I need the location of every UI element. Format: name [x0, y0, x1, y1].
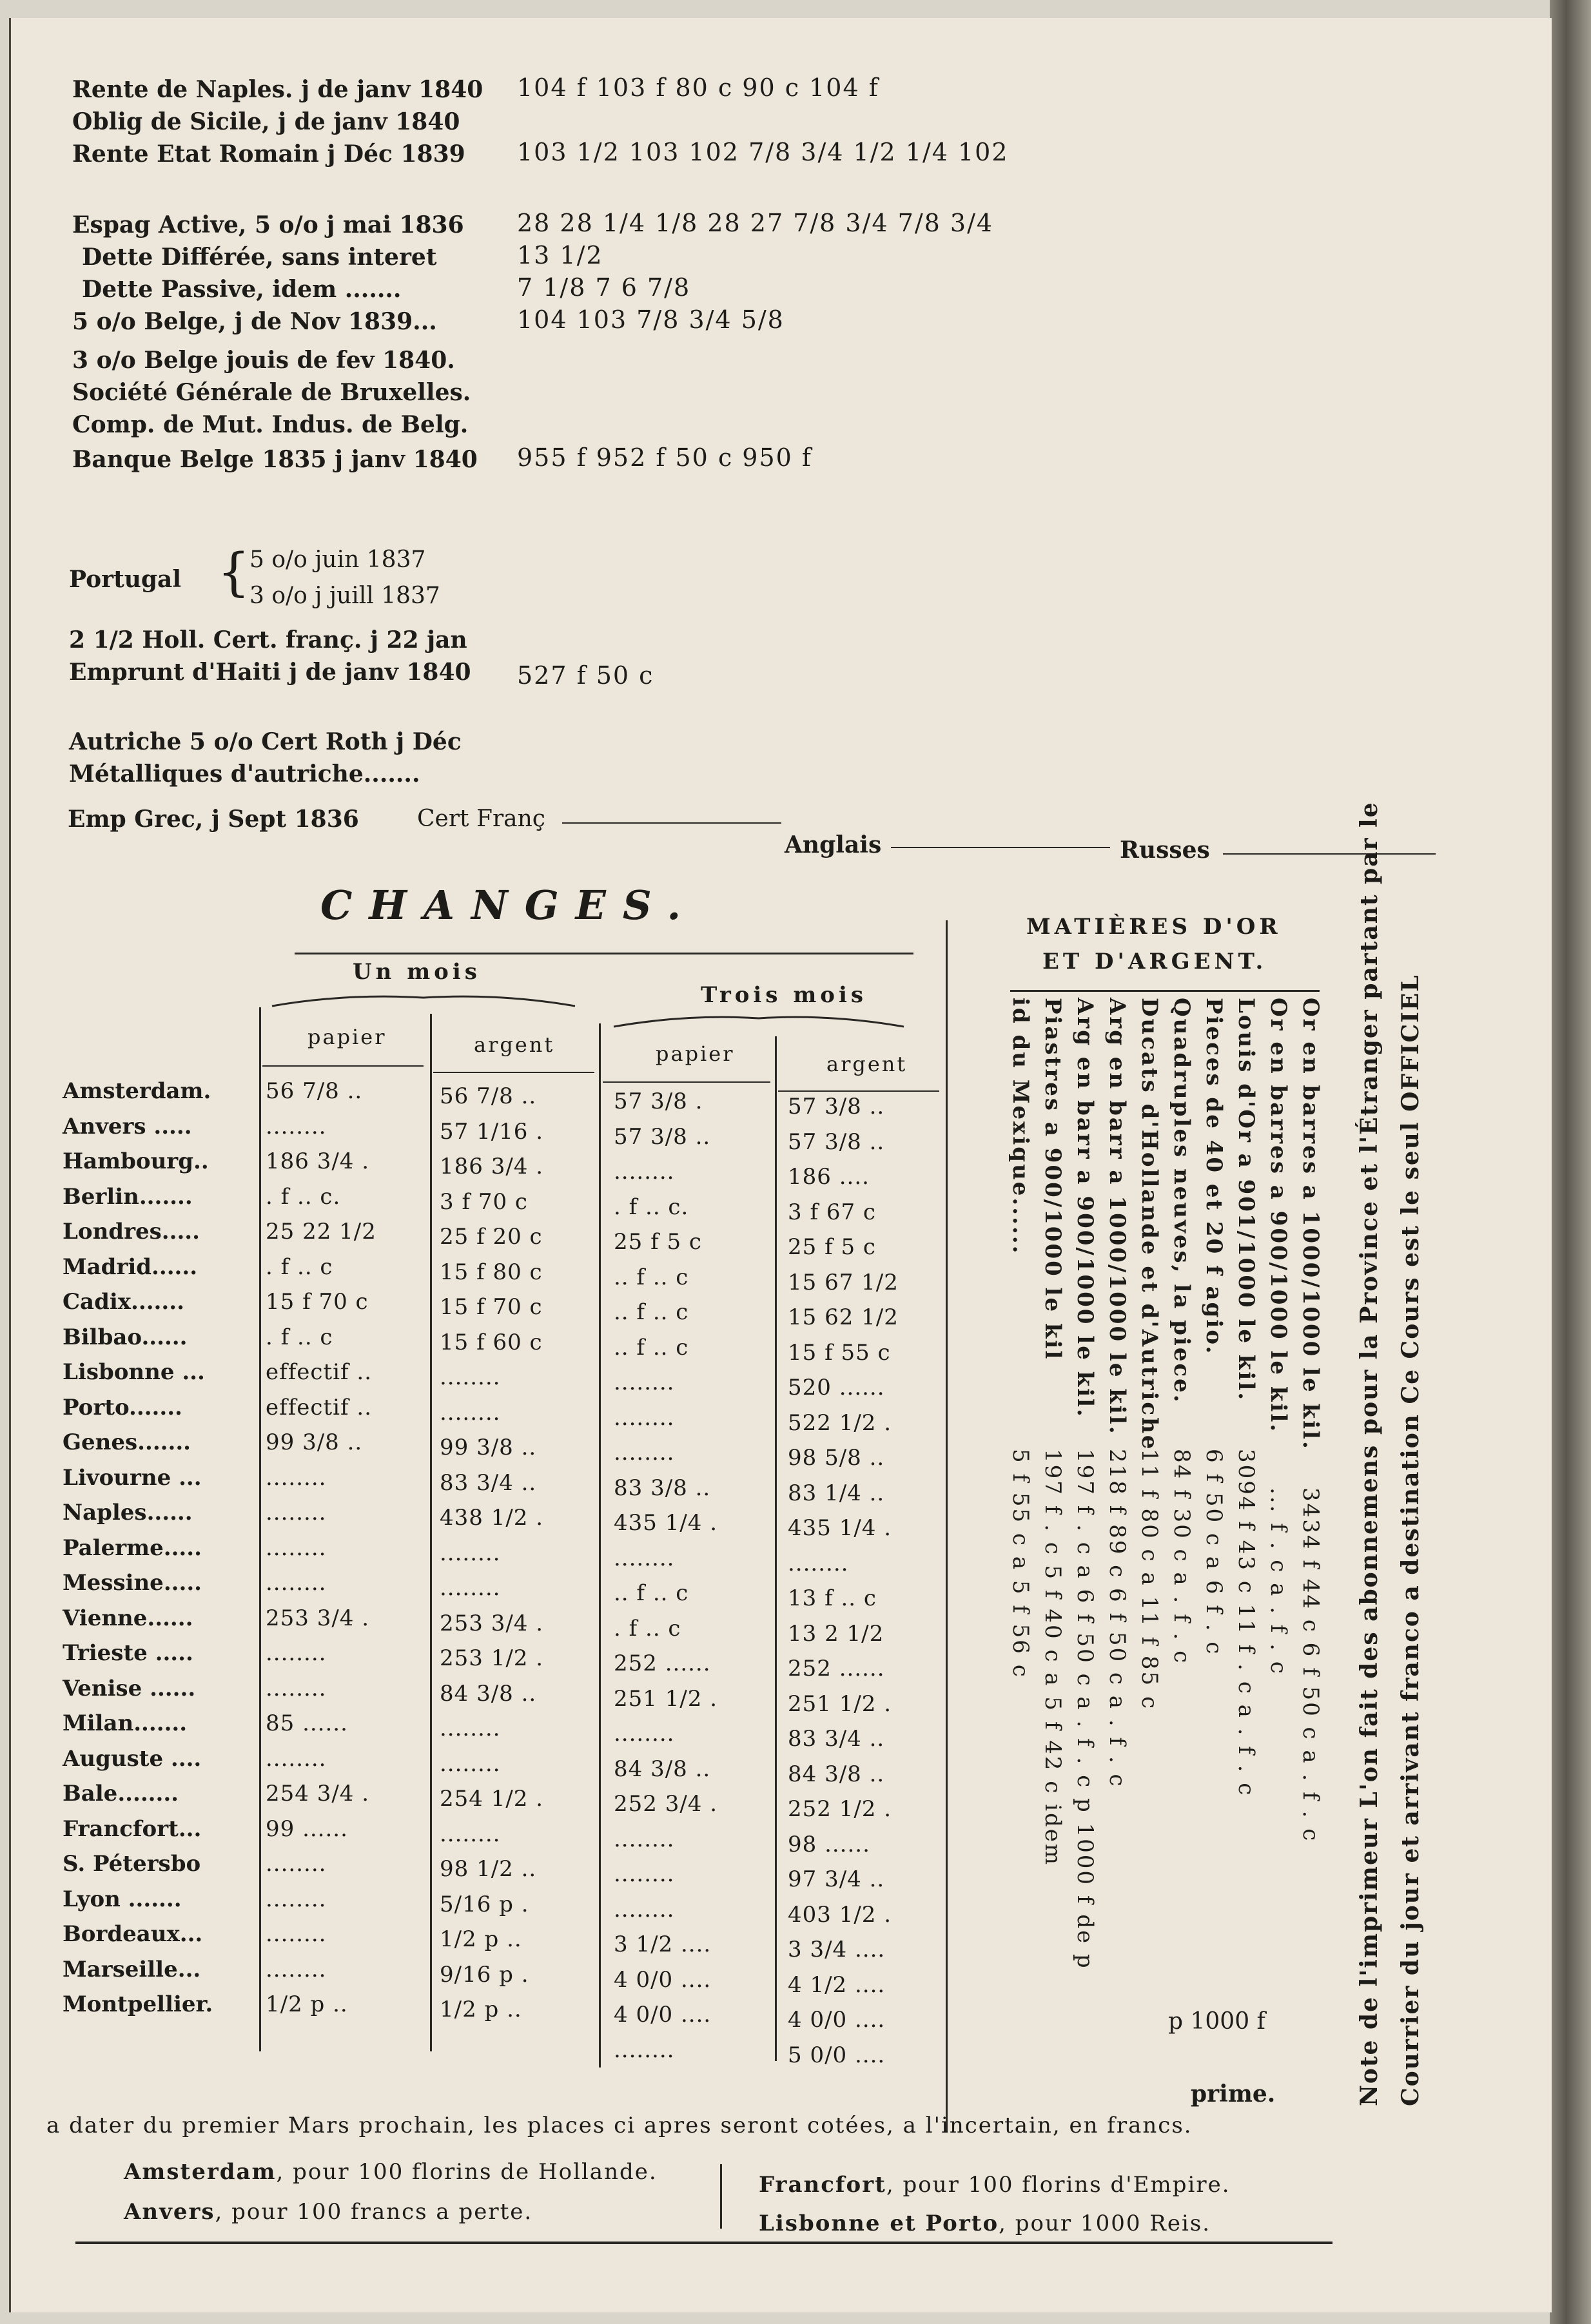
exchange-rate-cell: 5/16 p . — [440, 1891, 529, 1917]
exchange-city: Berlin....... — [63, 1183, 193, 1210]
security-label: 3 o/o Belge jouis de fev 1840. — [72, 347, 455, 374]
footer-lisbonne — [759, 2211, 1211, 2236]
exchange-rate-cell: 253 3/4 . — [440, 1610, 544, 1636]
exchange-rate-cell: 4 0/0 .... — [614, 1966, 712, 1993]
exchange-city: Londres..... — [63, 1219, 200, 1244]
footer-anvers — [124, 2199, 532, 2225]
metal-label: id du Mexique...... — [1008, 998, 1033, 1255]
exchange-rate-cell: 3 1/2 .... — [614, 1932, 712, 1957]
exchange-rate-cell: 83 3/8 .. — [614, 1475, 711, 1501]
papier-header-1: papier — [307, 1025, 387, 1049]
argent-header-2: argent — [826, 1052, 908, 1076]
exchange-rate-cell: 253 1/2 . — [440, 1645, 544, 1671]
greek-cert-label: Cert Franç — [417, 806, 545, 832]
security-value: 13 1/2 — [517, 241, 603, 269]
exchange-city: Vienne...... — [63, 1605, 193, 1631]
exchange-rate-cell: .. f .. c — [614, 1299, 689, 1325]
exchange-rate-cell: . f .. c — [266, 1324, 333, 1350]
exchange-city: Anvers ..... — [63, 1113, 192, 1139]
exchange-rate-cell: 98 1/2 .. — [440, 1856, 537, 1882]
exchange-rate-cell: 3 f 70 c — [440, 1188, 528, 1215]
exchange-rate-cell: ........ — [440, 1540, 501, 1566]
security-label: Rente de Naples. j de janv 1840 — [72, 76, 483, 103]
exchange-city: Montpellier. — [63, 1991, 213, 2017]
exchange-rate-cell: 15 67 1/2 — [788, 1269, 899, 1295]
metal-label: Or en barres a 900/1000 le kil. — [1265, 998, 1291, 1434]
exchange-city: Lisbonne ... — [63, 1359, 205, 1385]
security-label: Comp. de Mut. Indus. de Belg. — [72, 411, 469, 438]
metal-value: 3094 f 43 c 11 f . c a . f . c — [1233, 1449, 1259, 1797]
metal-label: Ducats d'Hollande et d'Autriche — [1137, 998, 1162, 1451]
exchange-rate-cell: 15 62 1/2 — [788, 1304, 899, 1330]
security-value: 527 f 50 c — [517, 661, 654, 690]
exchange-rate-cell: ........ — [440, 1364, 501, 1390]
exchange-rate-cell: ........ — [266, 1851, 327, 1877]
exchange-rate-cell: 99 ...... — [266, 1816, 348, 1842]
exchange-rate-cell: 251 1/2 . — [788, 1690, 892, 1717]
exchange-rate-cell: 254 1/2 . — [440, 1786, 544, 1812]
exchange-rate-cell: 84 3/8 .. — [788, 1761, 885, 1787]
metal-value: 5 f 55 c a 5 f 56 c — [1008, 1449, 1033, 1679]
metal-label: Louis d'Or a 901/1000 le kil. — [1233, 998, 1259, 1402]
exchange-rate-cell: 252 3/4 . — [614, 1791, 718, 1817]
exchange-city: Cadix....... — [63, 1289, 184, 1315]
matieres-footnote-1: p 1000 f — [1168, 2008, 1265, 2035]
exchange-city: Palerme..... — [63, 1535, 202, 1561]
exchange-city: Livourne ... — [63, 1464, 202, 1491]
exchange-rate-cell: 252 ...... — [614, 1651, 711, 1676]
exchange-city: Amsterdam. — [63, 1078, 211, 1104]
metal-value: 197 f . c 5 f 40 c a 5 f 42 c idem — [1040, 1449, 1066, 1867]
exchange-rate-cell: 84 3/8 .. — [440, 1680, 537, 1707]
security-label: Oblig de Sicile, j de janv 1840 — [72, 108, 460, 135]
exchange-city: Francfort... — [63, 1816, 202, 1842]
security-value: 7 1/8 7 6 7/8 — [517, 273, 691, 302]
portugal-line-1: 5 o/o juin 1837 — [249, 547, 426, 573]
security-label: Emprunt d'Haiti j de janv 1840 — [69, 659, 471, 686]
exchange-rate-cell: ........ — [266, 1886, 327, 1912]
greek-anglais-label: Anglais — [785, 831, 882, 858]
metal-column — [1100, 998, 1133, 2145]
exchange-rate-cell: 15 f 70 c — [266, 1289, 369, 1315]
exchange-rate-cell: .. f .. c — [614, 1334, 689, 1361]
column-rule-5 — [946, 920, 948, 2132]
matieres-footnote-2: prime. — [1191, 2080, 1276, 2107]
metal-value: 218 f 89 c 6 f 50 c a . f . c — [1104, 1449, 1130, 1788]
newspaper-page — [9, 18, 1552, 2312]
greek-rule-2 — [891, 847, 1110, 848]
exchange-rate-cell: 83 3/4 .. — [440, 1469, 537, 1496]
exchange-rate-cell: 56 7/8 .. — [266, 1078, 363, 1104]
exchange-rate-cell: ........ — [614, 1826, 675, 1852]
exchange-rate-cell: ........ — [266, 1535, 327, 1561]
metal-value: 6 f 50 c a 6 f . c — [1201, 1449, 1227, 1656]
column-rule-3 — [599, 1023, 601, 2067]
security-label: Dette Passive, idem ....... — [82, 276, 402, 303]
metal-label: Arg en barr a 1000/1000 le kil. — [1104, 998, 1130, 1436]
exchange-city: Bilbao...... — [63, 1324, 188, 1350]
footer-amsterdam — [124, 2159, 658, 2185]
exchange-rate-cell: ........ — [614, 1370, 675, 1395]
footer-francfort-rest: , pour 100 florins d'Empire. — [886, 2172, 1231, 2198]
exchange-rate-cell: 25 f 20 c — [440, 1224, 543, 1250]
exchange-rate-cell: 25 f 5 c — [788, 1234, 876, 1260]
exchange-rate-cell: ........ — [440, 1575, 501, 1601]
greek-russes-label: Russes — [1120, 837, 1210, 864]
footer-intro: a dater du premier Mars prochain, les places ci apres seront cotées, a l'incertain, en francs. — [46, 2113, 1193, 2138]
exchange-rate-cell: 4 0/0 .... — [788, 2007, 886, 2033]
exchange-rate-cell: ........ — [614, 1545, 675, 1571]
portugal-line-2: 3 o/o j juill 1837 — [249, 583, 440, 609]
metal-column — [1262, 998, 1294, 2145]
exchange-city: Hambourg.. — [63, 1148, 209, 1174]
metal-value: 197 f . c a 6 f 50 c a . f . c p 1000 f de p — [1072, 1449, 1098, 1970]
exchange-rate-cell: ........ — [266, 1570, 327, 1596]
greek-rule-3 — [1223, 853, 1436, 855]
exchange-rate-cell: 57 1/16 . — [440, 1118, 544, 1145]
exchange-rate-cell: ........ — [266, 1956, 327, 1982]
exchange-city: Madrid...... — [63, 1254, 198, 1280]
metal-label: Or en barres a 1000/1000 le kil. — [1298, 998, 1323, 1451]
exchange-rate-cell: 99 3/8 .. — [440, 1435, 537, 1460]
papier-header-2: papier — [656, 1041, 735, 1066]
footer-lisbonne-city: Lisbonne et Porto — [759, 2211, 999, 2236]
exchange-rate-cell: 438 1/2 . — [440, 1505, 544, 1531]
exchange-rate-cell: ........ — [440, 1399, 501, 1426]
security-label: Société Générale de Bruxelles. — [72, 379, 471, 406]
exchange-city: Bale........ — [63, 1781, 179, 1806]
exchange-rate-cell: 403 1/2 . — [788, 1901, 892, 1928]
portugal-label: Portugal — [69, 566, 182, 593]
exchange-rate-cell: 98 ...... — [788, 1831, 870, 1857]
argent-header-1: argent — [474, 1032, 555, 1057]
security-value: 28 28 1/4 1/8 28 27 7/8 3/4 7/8 3/4 — [517, 209, 994, 237]
exchange-rate-cell: 57 3/8 . — [614, 1089, 703, 1114]
security-value: 104 f 103 f 80 c 90 c 104 f — [517, 73, 879, 102]
exchange-city: Trieste ..... — [63, 1640, 193, 1666]
security-label: Autriche 5 o/o Cert Roth j Déc — [69, 728, 462, 755]
footer-anvers-rest: , pour 100 francs a perte. — [215, 2199, 533, 2225]
exchange-rate-cell: ........ — [614, 1440, 675, 1466]
exchange-rate-cell: . f .. c. — [266, 1183, 341, 1210]
exchange-rate-cell: 15 f 70 c — [440, 1294, 543, 1320]
header-swash-1 — [269, 990, 578, 1009]
exchange-city: Venise ...... — [63, 1675, 196, 1701]
greek-loan-label: Emp Grec, j Sept 1836 — [68, 806, 359, 833]
exchange-rate-cell: ........ — [266, 1640, 327, 1666]
exchange-rate-cell: 3 3/4 .... — [788, 1937, 886, 1962]
security-value: 955 f 952 f 50 c 950 f — [517, 443, 812, 472]
security-value: 104 103 7/8 3/4 5/8 — [517, 305, 785, 334]
security-label: Banque Belge 1835 j janv 1840 — [72, 446, 478, 473]
exchange-rate-cell: 97 3/4 .. — [788, 1866, 885, 1892]
column-rule-1 — [259, 1007, 261, 2051]
trois-mois-header: Trois mois — [701, 982, 868, 1008]
header-swash-2 — [610, 1011, 907, 1030]
exchange-city: Porto....... — [63, 1394, 182, 1420]
printer-note-line-1: Note de l'imprimeur L'on fait des abonnemens pour la Province et l'Étranger partant par le — [1356, 801, 1383, 2106]
exchange-rate-cell: ........ — [614, 1896, 675, 1922]
metal-value: ... f . c a . f . c — [1265, 1487, 1291, 1676]
exchange-rate-cell: 85 ...... — [266, 1710, 348, 1736]
exchange-rate-cell: 252 ...... — [788, 1656, 885, 1681]
exchange-rate-cell: 9/16 p . — [440, 1961, 529, 1988]
book-binding — [1550, 0, 1591, 2324]
security-label: Rente Etat Romain j Déc 1839 — [72, 140, 465, 168]
exchange-rate-cell: 435 1/4 . — [614, 1510, 718, 1536]
exchange-rate-cell: ........ — [266, 1464, 327, 1491]
footer-rule — [75, 2242, 1332, 2244]
exchange-rate-cell: 251 1/2 . — [614, 1685, 718, 1712]
exchange-city: S. Pétersbo — [63, 1851, 201, 1877]
exchange-rate-cell: ........ — [266, 1921, 327, 1947]
exchange-rate-cell: . f .. c — [266, 1254, 333, 1280]
security-value: 103 1/2 103 102 7/8 3/4 1/2 1/4 102 — [517, 138, 1009, 166]
footer-amsterdam-rest: , pour 100 florins de Hollande. — [276, 2159, 658, 2185]
exchange-rate-cell: ........ — [440, 1821, 501, 1847]
exchange-rate-cell: 15 f 60 c — [440, 1329, 543, 1355]
exchange-rate-cell: 25 22 1/2 — [266, 1219, 376, 1244]
exchange-rate-cell: 5 0/0 .... — [788, 2042, 886, 2068]
exchange-rate-cell: 84 3/8 .. — [614, 1756, 711, 1782]
footer-lisbonne-rest: , pour 1000 Reis. — [999, 2211, 1211, 2236]
metal-label: Quadruples neuves, la piece. — [1169, 998, 1195, 1404]
exchange-rate-cell: 252 1/2 . — [788, 1796, 892, 1822]
metal-column — [1068, 998, 1100, 2145]
security-label: Espag Active, 5 o/o j mai 1836 — [72, 211, 464, 238]
exchange-rate-cell: 83 1/4 .. — [788, 1480, 885, 1506]
exchange-rate-cell: 13 2 1/2 — [788, 1620, 884, 1647]
exchange-rate-cell: .. f .. c — [614, 1580, 689, 1606]
exchange-rate-cell: 57 3/8 .. — [788, 1128, 885, 1155]
exchange-rate-cell: ........ — [266, 1500, 327, 1525]
exchange-rate-cell: 186 3/4 . — [440, 1154, 544, 1179]
footer-anvers-city: Anvers — [124, 2199, 215, 2225]
exchange-city: Naples...... — [63, 1500, 193, 1525]
exchange-rate-cell: .. f .. c — [614, 1264, 689, 1290]
exchange-rate-cell: ........ — [788, 1550, 849, 1576]
exchange-rate-cell: ........ — [614, 1404, 675, 1431]
security-label: Dette Différée, sans interet — [82, 244, 437, 271]
metal-column — [1229, 998, 1262, 2145]
exchange-city: Lyon ....... — [63, 1886, 182, 1912]
exchange-rate-cell: 25 f 5 c — [614, 1229, 702, 1255]
exchange-rate-cell: 1/2 p .. — [440, 1997, 522, 2022]
footer-amsterdam-city: Amsterdam — [124, 2159, 277, 2185]
exchange-city: Bordeaux... — [63, 1921, 203, 1947]
exchange-city: Genes....... — [63, 1429, 191, 1455]
exchange-rate-cell: 99 3/8 .. — [266, 1429, 363, 1455]
exchange-rate-cell: 56 7/8 .. — [440, 1083, 537, 1109]
exchange-rate-cell: ........ — [614, 2037, 675, 2063]
changes-title: CHANGES. — [320, 882, 698, 929]
exchange-rate-cell: 1/2 p .. — [266, 1991, 348, 2017]
exchange-rate-cell: 186 .... — [788, 1164, 870, 1190]
security-label: Métalliques d'autriche....... — [69, 760, 420, 788]
metal-column — [1004, 998, 1036, 2145]
matieres-title-2: ET D'ARGENT. — [1042, 949, 1267, 974]
exchange-rate-cell: ........ — [614, 1159, 675, 1185]
exchange-rate-cell: ........ — [614, 1721, 675, 1747]
metal-value: 3434 f 44 c 6 f 50 c a . f . c — [1298, 1487, 1323, 1843]
exchange-city: Marseille... — [63, 1956, 201, 1982]
exchange-rate-cell: . f .. c — [614, 1615, 681, 1641]
exchange-rate-cell: ........ — [266, 1113, 327, 1139]
exchange-rate-cell: ........ — [614, 1861, 675, 1887]
exchange-rate-cell: 57 3/8 .. — [788, 1094, 885, 1119]
metal-column — [1294, 998, 1326, 2145]
exchange-rate-cell: 57 3/8 .. — [614, 1123, 711, 1150]
metal-label: Pieces de 40 et 20 f agio. — [1201, 998, 1227, 1356]
column-rule-2 — [430, 1014, 432, 2051]
metal-column — [1133, 998, 1165, 2145]
security-label: 5 o/o Belge, j de Nov 1839... — [72, 308, 437, 335]
column-rule-4 — [775, 1036, 777, 2061]
exchange-rate-cell: effectif .. — [266, 1394, 372, 1420]
metal-value: 84 f 30 c a . f . c — [1169, 1449, 1195, 1665]
exchange-rate-cell: 13 f .. c — [788, 1585, 877, 1611]
portugal-brace: { — [217, 542, 250, 602]
col-head-rule-3 — [603, 1081, 770, 1083]
un-mois-header: Un mois — [353, 959, 481, 985]
col-head-rule-2 — [433, 1072, 594, 1073]
exchange-rate-cell: ........ — [440, 1716, 501, 1741]
col-head-rule-4 — [778, 1090, 939, 1092]
exchange-rate-cell: ........ — [266, 1745, 327, 1772]
metal-column — [1197, 998, 1229, 2145]
exchange-rate-cell: ........ — [440, 1750, 501, 1777]
col-head-rule-1 — [262, 1065, 424, 1067]
footer-francfort-city: Francfort — [759, 2172, 886, 2198]
matieres-title-1: MATIÈRES D'OR — [1026, 914, 1282, 940]
exchange-city: Milan....... — [63, 1710, 188, 1736]
exchange-rate-cell: . f .. c. — [614, 1194, 689, 1220]
exchange-city: Auguste .... — [63, 1745, 202, 1772]
matieres-title-rule — [1010, 990, 1320, 992]
exchange-rate-cell: 254 3/4 . — [266, 1781, 370, 1806]
footer-divider — [720, 2164, 722, 2229]
exchange-rate-cell: 83 3/4 .. — [788, 1726, 885, 1752]
metal-label: Arg en barr a 900/1000 le kil. — [1072, 998, 1098, 1419]
exchange-city: Messine..... — [63, 1570, 202, 1596]
exchange-rate-cell: 1/2 p .. — [440, 1926, 522, 1952]
printer-note-line-2: Courrier du jour et arrivant franco a destination Ce Cours est le seul OFFICIEL — [1397, 974, 1424, 2106]
footer-francfort — [759, 2172, 1231, 2198]
security-label: 2 1/2 Holl. Cert. franç. j 22 jan — [69, 626, 467, 654]
exchange-rate-cell: 98 5/8 .. — [788, 1445, 885, 1471]
metal-column — [1165, 998, 1197, 2145]
exchange-rate-cell: ........ — [266, 1675, 327, 1701]
exchange-rate-cell: 186 3/4 . — [266, 1148, 370, 1174]
exchange-rate-cell: 522 1/2 . — [788, 1409, 892, 1436]
exchange-rate-cell: 15 f 80 c — [440, 1259, 543, 1285]
changes-title-rule — [295, 953, 913, 954]
exchange-rate-cell: 4 0/0 .... — [614, 2002, 712, 2028]
metal-value: 11 f 80 c a 11 f 85 c — [1137, 1449, 1162, 1711]
metal-label: Piastres a 900/1000 le kil — [1040, 998, 1066, 1361]
metal-column — [1036, 998, 1068, 2145]
exchange-rate-cell: 435 1/4 . — [788, 1515, 892, 1541]
exchange-rate-cell: 15 f 55 c — [788, 1339, 891, 1366]
greek-rule-1 — [562, 822, 781, 824]
exchange-rate-cell: 3 f 67 c — [788, 1199, 876, 1225]
exchange-rate-cell: 253 3/4 . — [266, 1605, 370, 1631]
exchange-rate-cell: 520 ...... — [788, 1375, 885, 1400]
exchange-rate-cell: effectif .. — [266, 1359, 372, 1385]
exchange-rate-cell: 4 1/2 .... — [788, 1971, 886, 1998]
